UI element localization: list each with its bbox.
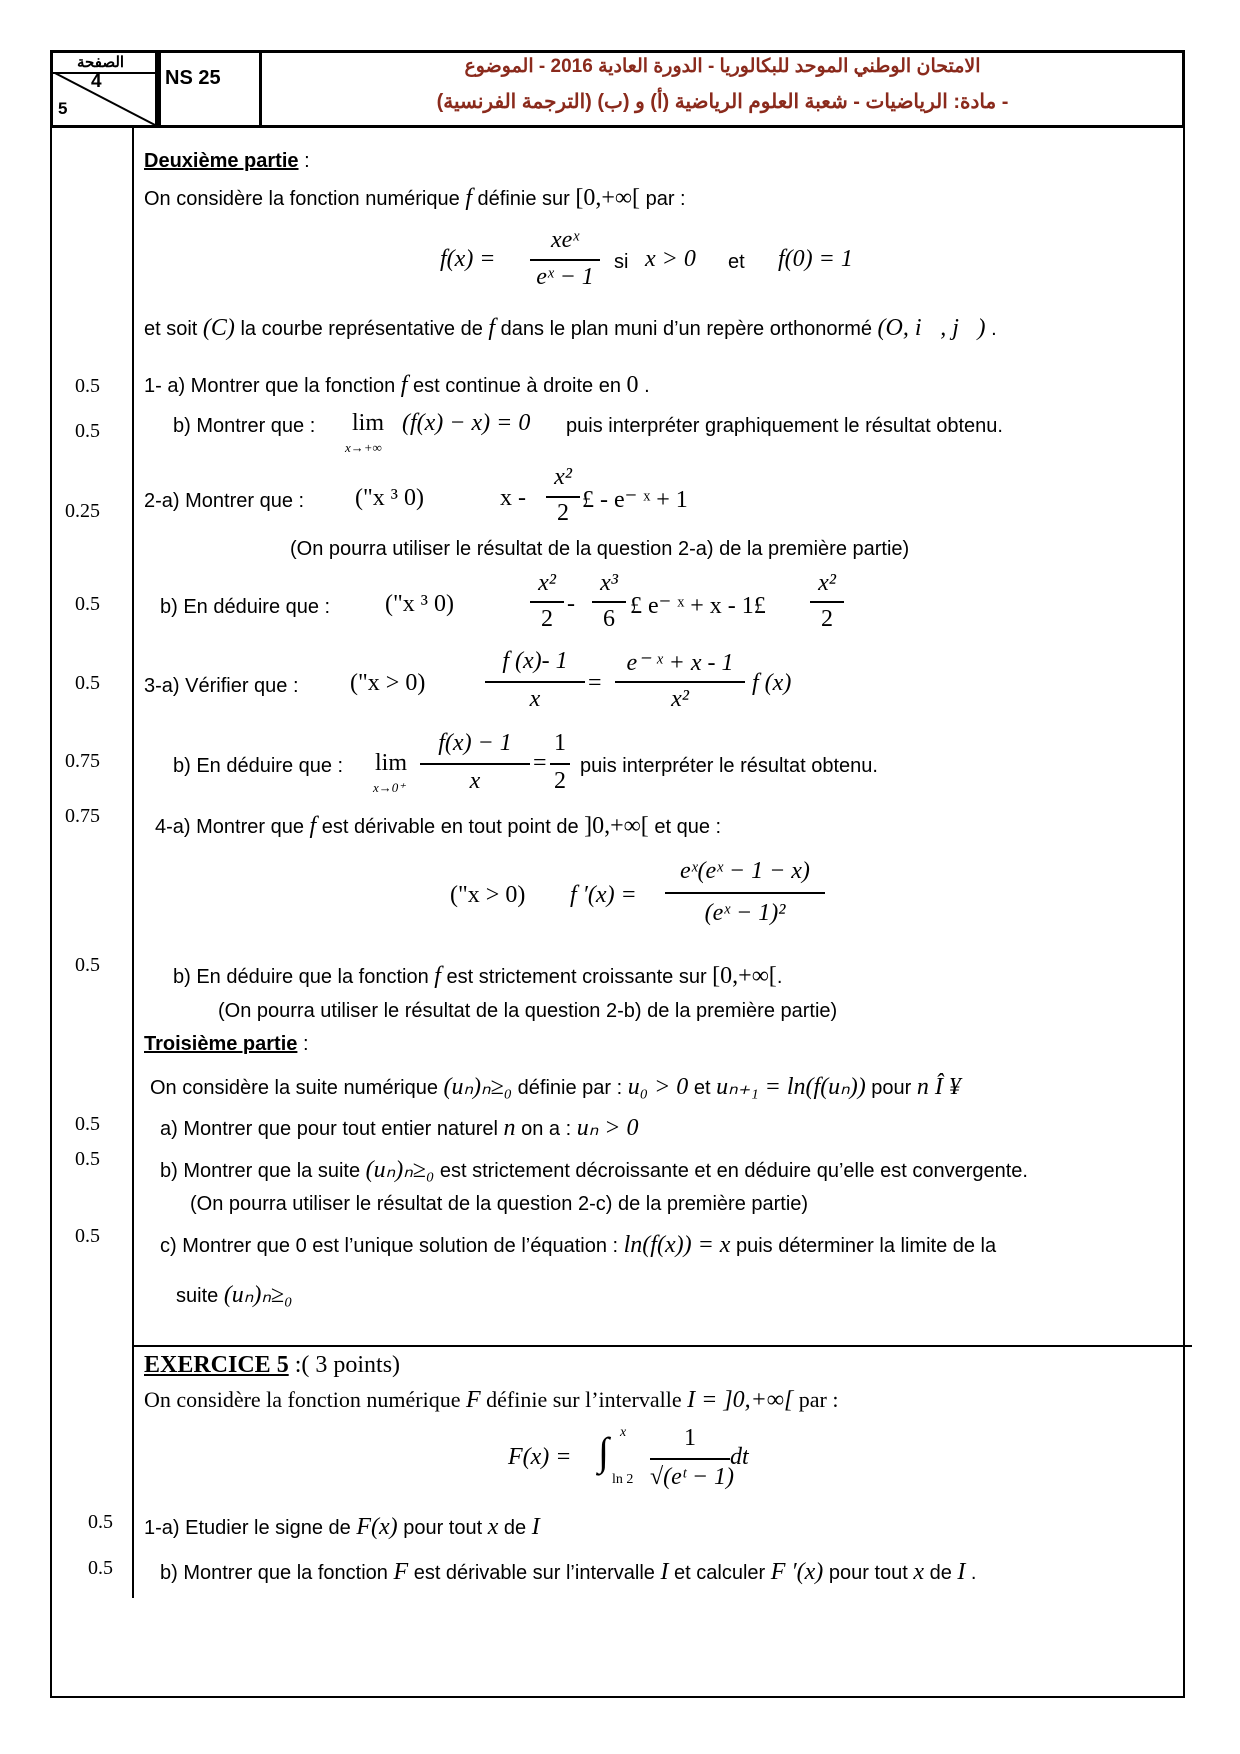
- part3-question-c: c) Montrer que 0 est l’unique solution de l’équation : ln(f(x)) = x puis déterminer la limite de la: [160, 1232, 997, 1258]
- part3-question-c-cont: suite (uₙ)ₙ≥₀: [176, 1282, 293, 1308]
- mark-q1a: 0.5: [75, 375, 100, 397]
- page-current: 4: [91, 71, 102, 92]
- exercise5-question-1a: 1-a) Etudier le signe de F(x) pour tout x de I: [144, 1514, 540, 1540]
- hint-4b: (On pourra utiliser le résultat de la question 2-b) de la première partie): [218, 1000, 838, 1022]
- exercise5-question-1b: b) Montrer que la fonction F est dérivable sur l’intervalle I et calculer F ′(x) pour tout x de I .: [160, 1559, 977, 1585]
- curve-definition: et soit (C) la courbe représentative de f dans le plan muni d’un repère orthonormé (O, i⃗, j⃗) .: [144, 315, 997, 341]
- exercise5-intro: On considère la fonction numérique F définie sur l’intervalle I = ]0,+∞[ par :: [144, 1387, 839, 1413]
- question-1a: 1- a) Montrer que la fonction f est continue à droite en 0 .: [144, 372, 650, 398]
- page-number-box: [53, 53, 158, 125]
- question-4a: 4-a) Montrer que f est dérivable en tout point de ]0,+∞[ et que :: [155, 813, 722, 839]
- page-frame: [50, 50, 1185, 1698]
- mark-q2a: 0.25: [65, 500, 100, 522]
- part3-question-b: b) Montrer que la suite (uₙ)ₙ≥₀ est strictement décroissante et en déduire qu’elle est convergente.: [160, 1157, 1028, 1183]
- part2-intro: On considère la fonction numérique f définie sur [0,+∞[ par :: [144, 185, 686, 211]
- hint-p3b: (On pourra utiliser le résultat de la question 2-c) de la première partie): [190, 1193, 809, 1215]
- mark-q3a: 0.5: [75, 672, 100, 694]
- title-line-2: - مادة: الرياضيات - شعبة العلوم الرياضية (أ) و (ب) (الترجمة الفرنسية): [436, 91, 1009, 113]
- margin-rule: [132, 128, 134, 1598]
- part3-intro: On considère la suite numérique (uₙ)ₙ≥₀ définie par : u₀ > 0 et uₙ₊₁ = ln(f(uₙ)) pour n Î ¥: [150, 1074, 961, 1100]
- hint-2a: (On pourra utiliser le résultat de la question 2-a) de la première partie): [290, 538, 910, 560]
- exam-header: [50, 50, 1185, 128]
- mark-q3b: 0.75: [65, 750, 100, 772]
- exercise5-heading: EXERCICE 5 :( 3 points): [144, 1352, 401, 1378]
- mark-p3b: 0.5: [75, 1148, 100, 1170]
- exercise-separator: [132, 1345, 1192, 1347]
- page-diagonal: [53, 72, 155, 125]
- mark-p3a: 0.5: [75, 1113, 100, 1135]
- exam-code-box: [158, 53, 262, 125]
- part2-heading: Deuxième partie :: [144, 150, 310, 172]
- title-line-1: الامتحان الوطني الموحد للبكالوريا - الدورة العادية 2016 - الموضوع: [464, 56, 981, 77]
- mark-ex5-1b: 0.5: [88, 1557, 113, 1579]
- mark-q4a: 0.75: [65, 805, 100, 827]
- part3-heading: Troisième partie :: [144, 1033, 309, 1055]
- mark-p3c: 0.5: [75, 1225, 100, 1247]
- question-4b: b) En déduire que la fonction f est strictement croissante sur [0,+∞[.: [173, 963, 783, 989]
- page-label: الصفحة: [77, 54, 125, 71]
- page-total: 5: [58, 99, 68, 118]
- mark-q4b: 0.5: [75, 954, 100, 976]
- mark-ex5-1a: 0.5: [88, 1511, 113, 1533]
- mark-q2b: 0.5: [75, 593, 100, 615]
- exam-title: [263, 53, 1182, 125]
- exam-code: NS 25: [165, 67, 221, 89]
- part3-question-a: a) Montrer que pour tout entier naturel n on a : uₙ > 0: [160, 1115, 639, 1141]
- mark-q1b: 0.5: [75, 420, 100, 442]
